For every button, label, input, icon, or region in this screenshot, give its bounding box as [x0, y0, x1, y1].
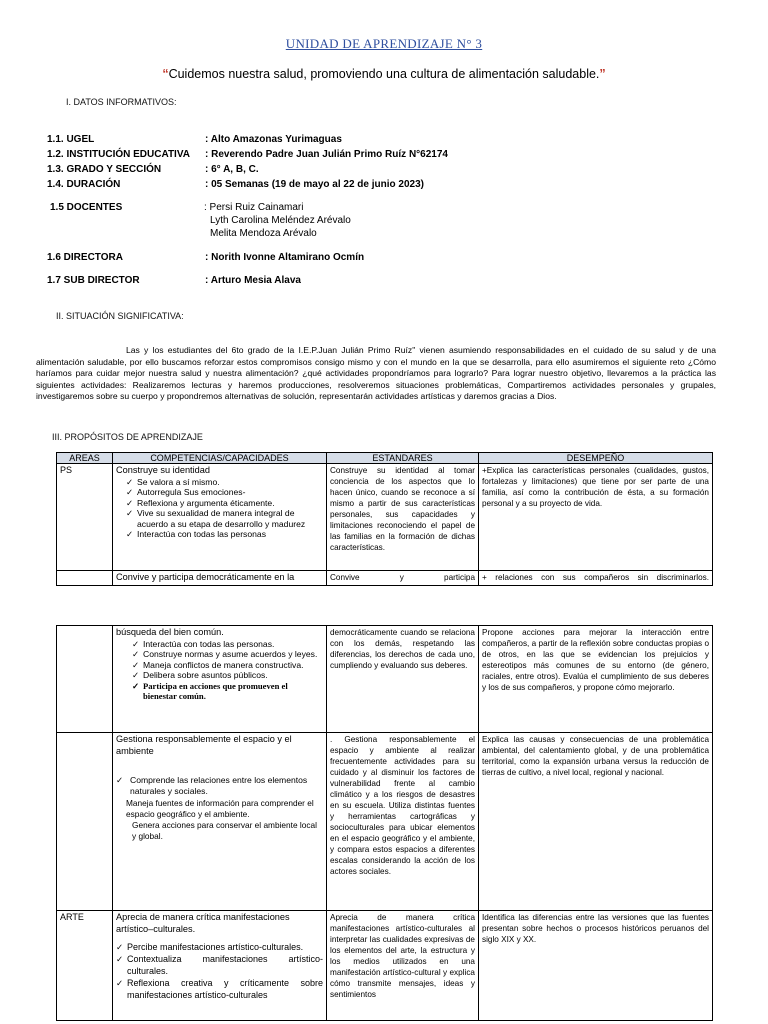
capacity-item: Maneja fuentes de información para comprender el espacio geográfico y el ambiente.	[126, 798, 314, 819]
info-value: : 05 Semanas (19 de mayo al 22 de junio 2023)	[205, 179, 424, 190]
standard-identity: Construye su identidad al tomar conciencia de los aspectos que lo hacen único, cuando se reconoce a sí mismo a partir de sus características personales, sus capacidades y limitaciones reconociendo el papel de las familias en la formación de dichas características.	[327, 464, 479, 571]
area-arte: ARTE	[57, 911, 113, 1021]
header-areas: AREAS	[57, 453, 113, 464]
capacity-item: Genera acciones para conservar el ambiente local y global.	[132, 820, 317, 841]
info-value: : Arturo Mesia Alava	[205, 275, 301, 286]
competency-title: Gestiona responsablemente el espacio y el ambiente	[116, 734, 292, 756]
purposes-table-part-2	[56, 625, 713, 1021]
docente-3: Melita Mendoza Arévalo	[210, 228, 317, 239]
info-key: 1.7 SUB DIRECTOR	[47, 275, 140, 286]
competency-title: Construye su identidad	[116, 465, 210, 475]
info-value: : Alto Amazonas Yurimaguas	[205, 134, 342, 145]
capacity-item: ✓ Comprende las relaciones entre los elementos naturales y sociales.	[116, 775, 323, 796]
open-quote: “	[162, 67, 169, 81]
info-key: 1.6 DIRECTORA	[47, 252, 123, 263]
area-empty	[57, 626, 113, 733]
performance-gestiona: Explica las causas y consecuencias de una problemática ambiental, del calentamiento global, y de una problemática territorial, como la expansión urbana versus la reducción de tierras de cultivo, a nivel local, regional y nacional.	[479, 733, 713, 911]
info-value: : Reverendo Padre Juan Julián Primo Ruíz N°62174	[205, 149, 448, 160]
header-competencias: COMPETENCIAS/CAPACIDADES	[113, 453, 327, 464]
header-desempeno: DESEMPEÑO	[479, 453, 713, 464]
competency-gestiona	[113, 733, 327, 911]
capacity-item: ✓ Delibera sobre asuntos públicos.	[132, 670, 323, 681]
capacity-item: ✓ Reflexiona y argumenta éticamente.	[126, 498, 323, 509]
competency-convive	[113, 626, 327, 733]
info-key: 1.3. GRADO Y SECCIÓN	[47, 164, 162, 175]
capacity-item: ✓ Construye normas y asume acuerdos y leyes.	[132, 649, 323, 660]
close-quote: ”	[599, 67, 606, 81]
situation-text: Las y los estudiantes del 6to grado de la I.E.P.Juan Julián Primo Ruíz" vienen asumiendo responsabilidades en el cuidado de su salud y de una alimentación saludable, por ello buscamos reforzar estos compromisos consigo mismo y con el mundo en la que se desarrolla, para ello asumiremos el siguiente reto ¿Cómo haríamos para cuidar mejor nuestra salud y nuestra alimentación? ¿qué actividades propondríamos para lograrlo? Para lograr nuestro objetivo, llevaremos a la práctica las siguientes actividades: Realizaremos lecturas y haremos producciones, resolveremos situaciones problemáticas, Compartiremos actividades personales y grupales, investigaremos sobre su cuerpo y propondremos alternativas de solución, representarán actividades artísticas y daremos gracias a Dios.	[36, 345, 716, 402]
performance-convive-start: + relaciones con sus compañeros sin discriminarlos.	[479, 571, 713, 586]
document-subtitle	[0, 67, 768, 81]
performance-arte: Identifica las diferencias entre las versiones que las fuentes presentan sobre hechos o procesos históricos peruanos del siglo XIX y XX.	[479, 911, 713, 1021]
competency-arte	[113, 911, 327, 1021]
standard-gestiona: . Gestiona responsablemente el espacio y ambiente al realizar frecuentemente actividades para su cuidado y al disminuir los factores de vulnerabilidad frente al cambio climático y a los riesgos de desastres en su escuela. Utiliza distintas fuentes y herramientas cartográficas y socioculturales para ubicar elementos en el espacio geográfico y el ambiente, y compara estos espacios a diferentes escalas considerando la acción de los actores sociales.	[327, 733, 479, 911]
info-value: : 6° A, B, C.	[205, 164, 259, 175]
capacity-item: ✓ Percibe manifestaciones artístico-culturales.	[116, 941, 323, 953]
capacity-item: ✓ Autorregula Sus emociones-	[126, 487, 323, 498]
subtitle-text: Cuidemos nuestra salud, promoviendo una cultura de alimentación saludable.	[168, 67, 600, 81]
info-key: 1.5 DOCENTES	[50, 202, 123, 213]
capacity-item: ✓ Vive su sexualidad de manera integral de acuerdo a su etapa de desarrollo y madurez	[126, 508, 323, 529]
area-empty	[57, 571, 113, 586]
purposes-table-part-1	[56, 452, 713, 586]
capacities-list	[116, 775, 323, 796]
capacity-item: ✓ Se valora a sí mismo.	[126, 477, 323, 488]
docente-1: : Persi Ruiz Cainamari	[204, 202, 304, 213]
docente-2: Lyth Carolina Meléndez Arévalo	[210, 215, 351, 226]
capacities-list	[116, 639, 323, 702]
standard-convive: democráticamente cuando se relaciona con los demás, respetando las diferencias, los derechos de cada uno, cumpliendo y evaluando sus deberes.	[327, 626, 479, 733]
area-empty	[57, 733, 113, 911]
situation-paragraph	[36, 345, 716, 403]
section-datos-informativos: I. DATOS INFORMATIVOS:	[66, 97, 177, 107]
standard-convive-start: Convive y participa	[327, 571, 479, 586]
capacity-item: ✓ Interactúa con todas las personas.	[132, 639, 323, 650]
capacities-list	[116, 477, 323, 540]
capacities-list	[116, 941, 323, 1001]
section-situacion: II. SITUACIÓN SIGNIFICATIVA:	[56, 311, 184, 321]
capacity-item: ✓ Interactúa con todas las personas	[126, 529, 323, 540]
section-propositos: III. PROPÓSITOS DE APRENDIZAJE	[52, 432, 203, 442]
info-key: 1.1. UGEL	[47, 134, 95, 145]
document-title: UNIDAD DE APRENDIZAJE N° 3	[285, 36, 483, 51]
competency-title: búsqueda del bien común.	[116, 627, 224, 637]
area-ps: PS	[57, 464, 113, 571]
info-key: 1.4. DURACIÓN	[47, 179, 121, 190]
competency-convive-start: Convive y participa democráticamente en la	[113, 571, 327, 586]
header-estandares: ESTANDARES	[327, 453, 479, 464]
performance-identity: +Explica las características personales (cualidades, gustos, fortalezas y limitaciones) que tiene por ser parte de una familia, así como la contribución de ésta, a su formación personal y a su proyecto de vida.	[479, 464, 713, 571]
capacity-item: ✓ Reflexiona creativa y críticamente sobre manifestaciones artístico-culturales	[116, 977, 323, 1001]
capacity-item: ✓ Contextualiza manifestaciones artístico-culturales.	[116, 953, 323, 977]
standard-arte: Aprecia de manera crítica manifestaciones artístico-culturales al interpretar las cualidades expresivas de los elementos del arte, la estructura y los medios utilizados en una manifestación artístico-cultural y explica cómo transmite mensajes, ideas y sentimientos	[327, 911, 479, 1021]
performance-convive: Propone acciones para mejorar la interacción entre compañeros, a partir de la reflexión sobre conductas propias o de otros, en las que se evidencian los prejuicios y estereotipos más comunes de su entorno (de género, raciales, entre otros). Evalúa el cumplimiento de sus deberes y los de sus compañeros, y propone cómo mejorarlo.	[479, 626, 713, 733]
info-value: : Norith Ivonne Altamirano Ocmín	[205, 252, 365, 263]
capacity-item: ✓ Participa en acciones que promueven el bienestar común.	[132, 681, 323, 702]
competency-title: Aprecia de manera crítica manifestaciones artístico–culturales.	[116, 912, 290, 934]
competency-identity	[113, 464, 327, 571]
info-key: 1.2. INSTITUCIÓN EDUCATIVA	[47, 149, 190, 160]
capacity-item: ✓ Maneja conflictos de manera constructiva.	[132, 660, 323, 671]
